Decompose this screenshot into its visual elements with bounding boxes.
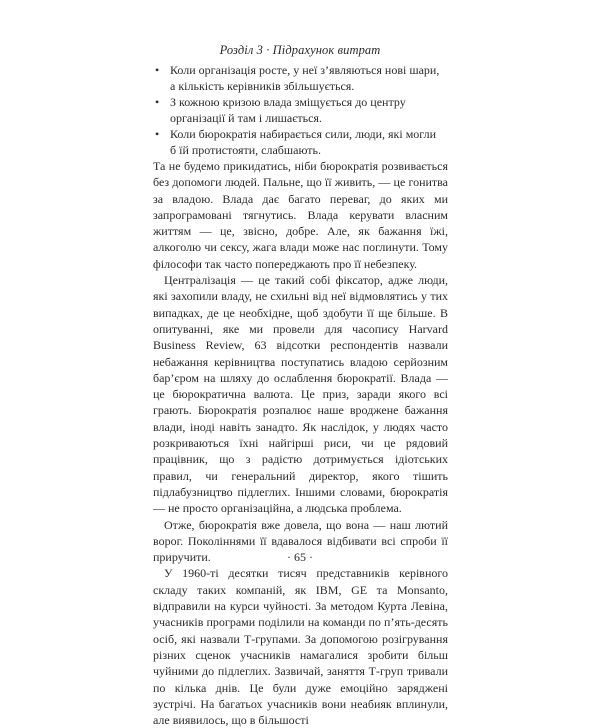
bullet-item: [155, 62, 445, 94]
body-text: [153, 158, 448, 728]
paragraph: У 1960-ті десятки тисяч представників керівного складу таких компаній, як IBM, GE та Monsanto, відправили на курси чуйності. За методом Курта Левіна, учасників програми поділили на команди по п’ять-десять осіб, які назвали Т-групами. За допомогою розігрування різних сценок учасників намагалися зробити більш чуйними до підлеглих. Зазвичай, заняття Т-груп тривали по кілька днів. Це були дуже емоційно заряджені зустрічі. На багатьох учасників вони неабияк вплинули, але виявилось, що в більшості: [153, 566, 448, 728]
bullet-item: [155, 94, 445, 126]
bullet-marker: •: [155, 63, 160, 77]
bullet-list: [155, 62, 445, 158]
bullet-text: Коли бюрократія набирається сили, люди, які могли б їй протистояти, слабшають.: [170, 127, 437, 157]
bullet-marker: •: [155, 95, 160, 109]
bullet-text: Коли організація росте, у неї з’являються нові шари, а кількість керівників збільшується.: [170, 63, 440, 93]
paragraph: Централізація — це такий собі фіксатор, адже люди, які захопили владу, не схильні від неї відмовлятись у тих випадках, де це необхідне, щоб здобути її ще більше. В опитуванні, яке ми провели для часопису Harvard Business Review, 63 відсотки респондентів назвали небажання керівництва поступатись владою серйозним бар’єром на шляху до ослаблення бюрократії. Влада — це бюрократична валюта. Це приз, заради якого всі грають. Бюрократія розпалює наше вроджене бажання влади, іноді навіть занадто. Як наслідок, у людях часто розкриваються їхні найгірші риси, чи це рядовий працівник, що з радістю дотримується ідіотських правил, чи генеральний директор, якого тішить підлабузництво підлеглих. Іншими словами, бюрократія — не просто організаційна, а людська проблема.: [153, 273, 448, 516]
paragraph: Та не будемо прикидатись, ніби бюрократія розвивається без допомоги людей. Пальне, що її живить, — це гонитва за владою. Влада дає багато переваг, до яких ми запрограмовані тягнутись. Влада керувати власним життям — це, звісно, добре. Але, як бажання їжі, алкоголю чи сексу, жага влади може нас поглинути. Тому філософи так часто попереджають про її небезпеку.: [153, 159, 448, 271]
bullet-marker: •: [155, 127, 160, 141]
bullet-text: З кожною кризою влада зміщується до центру організації й там і лишається.: [170, 95, 406, 125]
bullet-item: [155, 126, 445, 158]
running-head: Розділ 3 · Підрахунок витрат: [219, 43, 381, 57]
paragraph: Отже, бюрократія вже довела, що вона — наш лютий ворог. Поколіннями її вдавалося відбивати всі спроби її приручити.: [153, 517, 448, 565]
page-number: · 65 ·: [287, 550, 313, 564]
